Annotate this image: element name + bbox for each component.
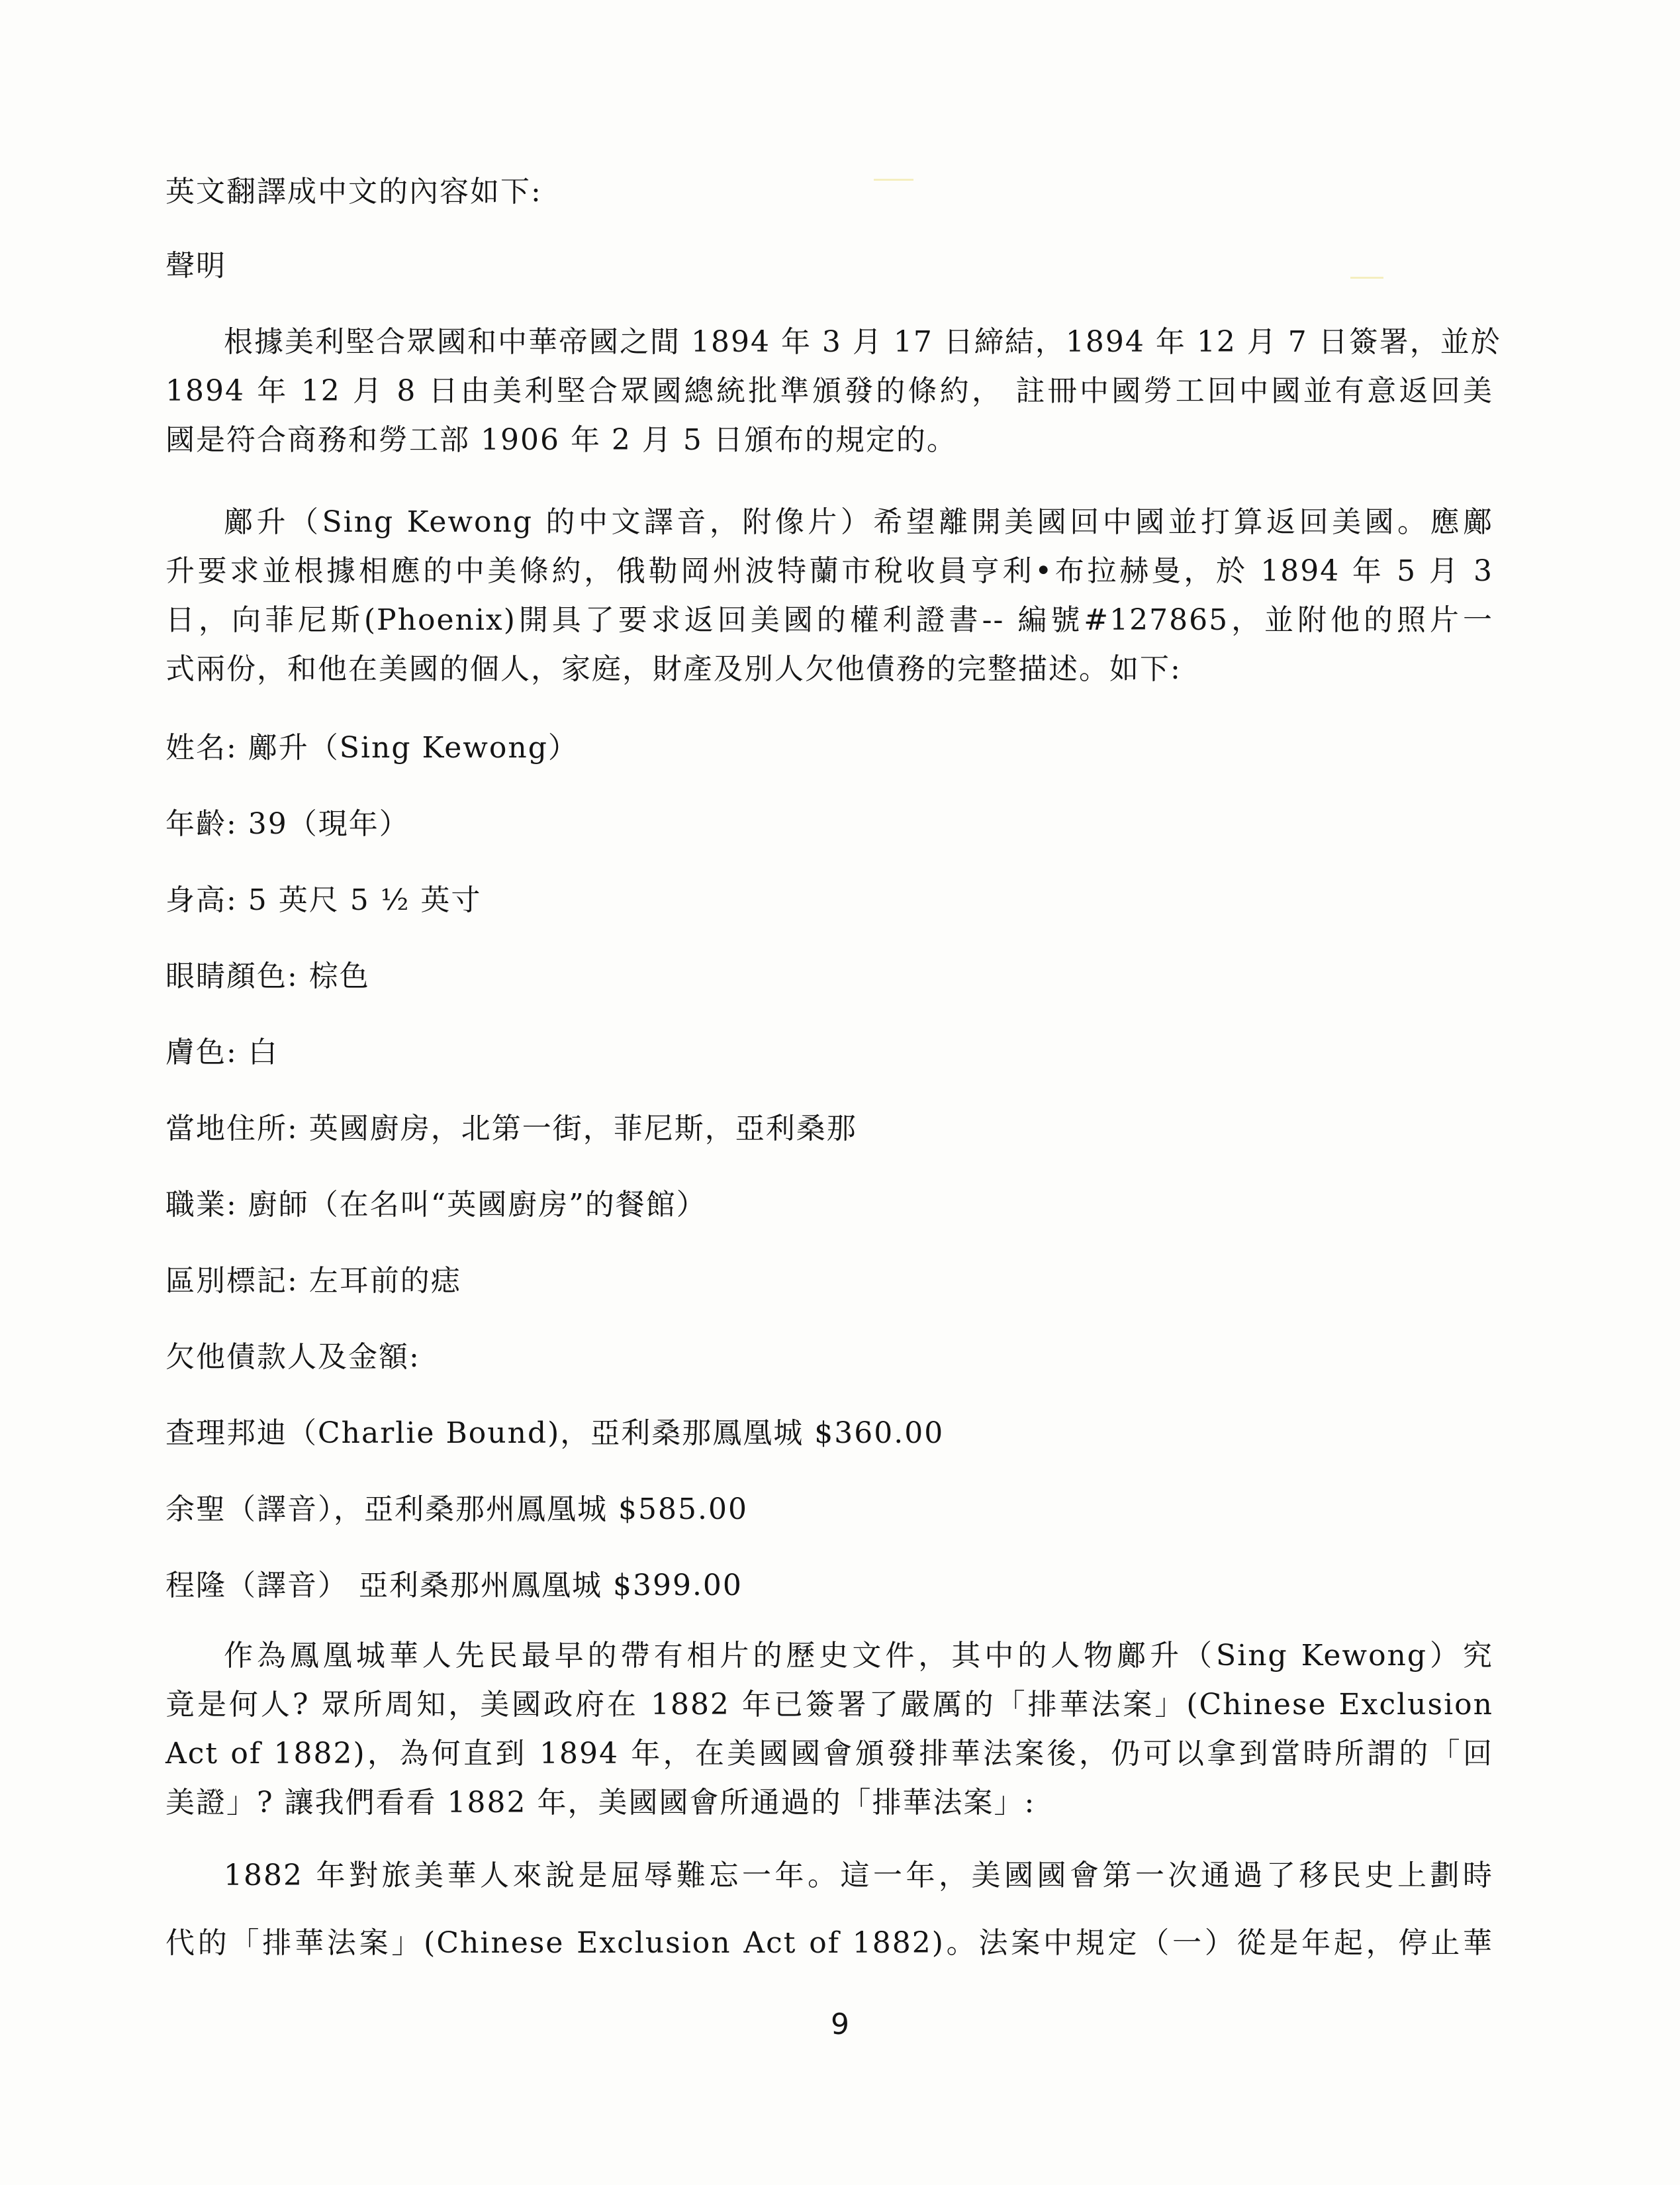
scan-artifact xyxy=(1350,277,1383,279)
paragraph-line: 根據美利堅合眾國和中華帝國之間 1894 年 3 月 17 日締結，1894 年 12 月 7 日簽署，並於 xyxy=(224,325,1501,359)
intro-line: 英文翻譯成中文的內容如下: xyxy=(165,175,542,209)
paragraph-line: 國是符合商務和勞工部 1906 年 2 月 5 日頒布的規定的。 xyxy=(165,423,957,457)
field-complexion: 膚色: 白 xyxy=(165,1036,279,1069)
paragraph-3 xyxy=(165,1631,1493,1827)
paragraph-4 xyxy=(165,1842,1493,1977)
field-marks: 區別標記: 左耳前的痣 xyxy=(165,1264,461,1298)
field-occupation: 職業: 廚師（在名叫“英國廚房”的餐館） xyxy=(165,1188,707,1222)
debtor-entry: 查理邦迪（Charlie Bound)，亞利桑那鳳凰城 $360.00 xyxy=(165,1416,945,1450)
page-number: 9 xyxy=(831,2008,849,2041)
paragraph-line: 日，向菲尼斯(Phoenix)開具了要求返回美國的權利證書-- 編號#127865，並附他的照片一 xyxy=(165,603,1493,637)
paragraph-2 xyxy=(165,498,1493,694)
section-heading: 聲明 xyxy=(165,249,226,283)
paragraph-line: 代的「排華法案」(Chinese Exclusion Act of 1882)。法案中規定（一）從是年起，停止華 xyxy=(165,1926,1493,1960)
paragraph-line: 美證」? 讓我們看看 1882 年，美國國會所通過的「排華法案」: xyxy=(165,1786,1036,1820)
paragraph-line: 作為鳳凰城華人先民最早的帶有相片的歷史文件，其中的人物鄺升（Sing Kewong）究 xyxy=(224,1639,1493,1673)
debtor-entry: 程隆（譯音） 亞利桑那州鳳凰城 $399.00 xyxy=(165,1569,743,1602)
field-eye-color: 眼睛顏色: 棕色 xyxy=(165,959,370,993)
debtor-entry: 余聖（譯音），亞利桑那州鳳凰城 $585.00 xyxy=(165,1492,748,1526)
field-height: 身高: 5 英尺 5 ½ 英寸 xyxy=(165,883,482,917)
paragraph-line: 鄺升（Sing Kewong 的中文譯音，附像片）希望離開美國回中國並打算返回美國。應鄺 xyxy=(224,505,1493,539)
paragraph-1 xyxy=(165,318,1501,465)
debtors-label: 欠他債款人及金額: xyxy=(165,1340,420,1374)
field-residence: 當地住所: 英國廚房，北第一街，菲尼斯，亞利桑那 xyxy=(165,1112,857,1145)
paragraph-line: 竟是何人? 眾所周知，美國政府在 1882 年已簽署了嚴厲的「排華法案」(Chinese Exclusion xyxy=(165,1688,1493,1722)
paragraph-line: 升要求並根據相應的中美條約，俄勒岡州波特蘭市稅收員亨利•布拉赫曼，於 1894 年 5 月 3 xyxy=(165,554,1493,588)
paragraph-line: 1882 年對旅美華人來說是屈辱難忘一年。這一年，美國國會第一次通過了移民史上劃時 xyxy=(224,1859,1493,1892)
scan-artifact xyxy=(874,179,913,181)
paragraph-line: Act of 1882)，為何直到 1894 年，在美國國會頒發排華法案後，仍可以拿到當時所謂的「回 xyxy=(165,1737,1493,1771)
paragraph-line: 1894 年 12 月 8 日由美利堅合眾國總統批準頒發的條約， 註冊中國勞工回中國並有意返回美 xyxy=(165,374,1493,408)
paragraph-line: 式兩份，和他在美國的個人，家庭，財產及別人欠他債務的完整描述。如下: xyxy=(165,652,1182,686)
field-age: 年齡: 39（現年） xyxy=(165,807,410,841)
field-name: 姓名: 鄺升（Sing Kewong） xyxy=(165,731,579,765)
